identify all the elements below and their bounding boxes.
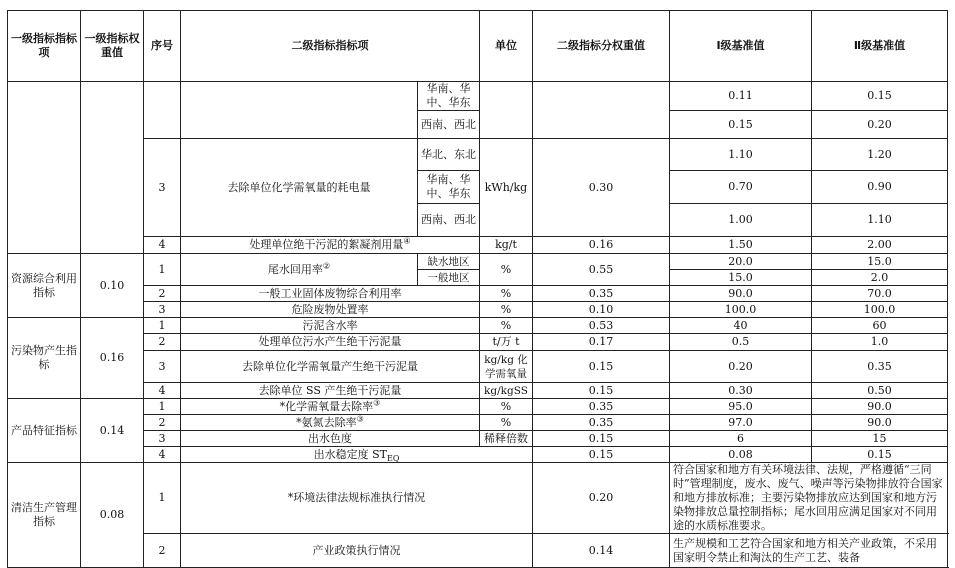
category-cell-continued — [8, 82, 81, 254]
indicator-cell — [181, 399, 480, 415]
table-row — [8, 383, 948, 399]
table-row — [8, 463, 948, 534]
indicator-cell: 处理单位污水产生绝干污泥量 — [181, 334, 480, 351]
serial-cell: 3 — [144, 302, 181, 318]
weight-cell: 0.35 — [533, 415, 670, 431]
serial-cell: 2 — [144, 286, 181, 302]
table-row — [8, 431, 948, 447]
serial-cell: 4 — [144, 383, 181, 399]
grade2-value: 1.10 — [812, 204, 948, 237]
serial-cell: 2 — [144, 334, 181, 351]
weight-cell: 0.15 — [533, 351, 670, 383]
grade2-value: 90.0 — [812, 399, 948, 415]
serial-cell: 1 — [144, 399, 181, 415]
serial-cell: 2 — [144, 415, 181, 431]
grade2-value: 0.20 — [812, 111, 948, 139]
table-row — [8, 237, 948, 254]
grade2-value: 15 — [812, 431, 948, 447]
grade2-value: 60 — [812, 318, 948, 334]
grade1-value: 0.15 — [670, 111, 812, 139]
table-row — [8, 534, 948, 568]
weight-cell: 0.17 — [533, 334, 670, 351]
grade2-value: 2.0 — [812, 270, 948, 286]
grade1-value: 0.5 — [670, 334, 812, 351]
grade1-value: 20.0 — [670, 254, 812, 270]
weight-cell: 0.16 — [533, 237, 670, 254]
indicator-cell: *环境法律法规标准执行情况 — [181, 463, 533, 534]
indicator-cell: 去除单位化学需氧量产生绝干污泥量 — [181, 351, 480, 383]
table-row — [8, 302, 948, 318]
weight-cell: 0.35 — [533, 286, 670, 302]
weight-cell: 0.15 — [533, 447, 670, 463]
weight-cell: 0.53 — [533, 318, 670, 334]
category-cell: 清洁生产管理指标 — [8, 463, 81, 568]
indicator-label: 出水稳定度 ST — [313, 447, 387, 461]
weight-cell: 0.15 — [533, 383, 670, 399]
category-weight-cell: 0.14 — [81, 399, 144, 463]
grade2-value: 1.0 — [812, 334, 948, 351]
serial-cell: 1 — [144, 254, 181, 286]
grade2-value: 70.0 — [812, 286, 948, 302]
indicator-cell — [181, 254, 418, 286]
weight-cell — [533, 82, 670, 139]
subscript-mark: EQ — [386, 453, 400, 463]
serial-cell: 3 — [144, 351, 181, 383]
requirement-text: 符合国家和地方有关环境法律、法规，严格遵循“三同时”管理制度，废水、废气、噪声等污染物排放符合国家和地方排放标准；主要污染物排放应达到国家和地方污染物排放总量控制指标；尾水回用应满足国家对不同用途的水质标准要求。 — [670, 463, 948, 534]
indicator-cell: 去除单位化学需氧量的耗电量 — [181, 139, 418, 237]
category-cell: 产品特征指标 — [8, 399, 81, 463]
unit-cell: % — [480, 254, 533, 286]
table-row — [8, 139, 948, 171]
header-level2-weight: 二级指标分权重值 — [533, 11, 670, 82]
indicator-label: *化学需氧量去除率 — [279, 399, 374, 413]
serial-cell: 4 — [144, 237, 181, 254]
grade2-value: 0.35 — [812, 351, 948, 383]
unit-cell: % — [480, 286, 533, 302]
grade2-value: 15.0 — [812, 254, 948, 270]
footnote-mark: ③ — [356, 414, 364, 423]
weight-cell: 0.30 — [533, 139, 670, 237]
weight-cell: 0.55 — [533, 254, 670, 286]
grade1-value: 97.0 — [670, 415, 812, 431]
indicator-cell — [181, 415, 480, 431]
indicator-cell: 出水色度 — [181, 431, 480, 447]
header-grade1: Ⅰ级基准值 — [670, 11, 812, 82]
serial-cell: 1 — [144, 463, 181, 534]
grade1-value: 0.11 — [670, 82, 812, 111]
unit-cell: % — [480, 415, 533, 431]
grade1-value: 95.0 — [670, 399, 812, 415]
weight-cell: 0.35 — [533, 399, 670, 415]
weight-cell: 0.15 — [533, 431, 670, 447]
grade2-value: 0.15 — [812, 447, 948, 463]
indicator-cell — [181, 82, 418, 139]
grade1-value: 40 — [670, 318, 812, 334]
unit-cell: % — [480, 318, 533, 334]
weight-cell: 0.10 — [533, 302, 670, 318]
footnote-mark: ④ — [403, 236, 411, 246]
unit-cell: % — [480, 302, 533, 318]
weight-cell: 0.20 — [533, 463, 670, 534]
category-cell: 资源综合利用指标 — [8, 254, 81, 318]
footnote-mark: ③ — [373, 398, 381, 407]
unit-cell: % — [480, 399, 533, 415]
indicator-label: 尾水回用率 — [267, 262, 323, 276]
grade1-value: 0.30 — [670, 383, 812, 399]
grade2-value: 90.0 — [812, 415, 948, 431]
grade2-value: 0.15 — [812, 82, 948, 111]
unit-cell: 稀释倍数 — [480, 431, 533, 447]
region-cell: 华北、东北 — [418, 139, 480, 171]
grade2-value: 0.90 — [812, 171, 948, 204]
indicator-cell: 污泥含水率 — [181, 318, 480, 334]
grade1-value: 100.0 — [670, 302, 812, 318]
serial-cell: 2 — [144, 534, 181, 568]
header-level1-item: 一级指标指标项 — [8, 11, 81, 82]
category-weight-cell: 0.16 — [81, 318, 144, 399]
indicator-label: *氨氮去除率 — [296, 415, 357, 429]
grade2-value: 2.00 — [812, 237, 948, 254]
indicator-cell: 产业政策执行情况 — [181, 534, 533, 568]
grade2-value: 0.50 — [812, 383, 948, 399]
grade1-value: 1.50 — [670, 237, 812, 254]
unit-cell: kg/kg 化学需氧量 — [480, 351, 533, 383]
table-row — [8, 334, 948, 351]
region-cell: 西南、西北 — [418, 111, 480, 139]
region-cell: 缺水地区 — [418, 254, 480, 270]
header-row — [8, 11, 948, 82]
grade1-value: 0.70 — [670, 171, 812, 204]
table-row — [8, 415, 948, 431]
grade1-value: 6 — [670, 431, 812, 447]
serial-cell: 3 — [144, 139, 181, 237]
grade2-value: 1.20 — [812, 139, 948, 171]
region-cell: 一般地区 — [418, 270, 480, 286]
serial-cell — [144, 82, 181, 139]
cleaner-production-indicator-table — [7, 10, 948, 568]
indicator-cell: 危险废物处置率 — [181, 302, 480, 318]
unit-cell — [480, 82, 533, 139]
header-level1-weight: 一级指标权重值 — [81, 11, 144, 82]
table-row — [8, 286, 948, 302]
header-grade2: Ⅱ级基准值 — [812, 11, 948, 82]
table-row — [8, 399, 948, 415]
header-level2-item: 二级指标指标项 — [181, 11, 480, 82]
unit-cell: kg/kgSS — [480, 383, 533, 399]
indicator-cell — [181, 237, 480, 254]
category-weight-cell-continued — [81, 82, 144, 254]
category-cell: 污染物产生指标 — [8, 318, 81, 399]
requirement-text: 生产规模和工艺符合国家和地方相关产业政策，不采用国家明令禁止和淘汰的生产工艺、装备 — [670, 534, 948, 568]
indicator-label: 处理单位绝干污泥的絮凝剂用量 — [249, 238, 404, 251]
table-row — [8, 82, 948, 111]
indicator-cell: 一般工业固体废物综合利用率 — [181, 286, 480, 302]
category-weight-cell: 0.10 — [81, 254, 144, 318]
table-row — [8, 254, 948, 270]
table-row — [8, 351, 948, 383]
table-row — [8, 318, 948, 334]
region-cell: 华南、华中、华东 — [418, 171, 480, 204]
unit-cell: kWh/kg — [480, 139, 533, 237]
unit-cell: t/万 t — [480, 334, 533, 351]
serial-cell: 1 — [144, 318, 181, 334]
category-weight-cell: 0.08 — [81, 463, 144, 568]
standards-table-wrapper — [7, 10, 947, 568]
header-unit: 单位 — [480, 11, 533, 82]
header-serial: 序号 — [144, 11, 181, 82]
grade1-value: 15.0 — [670, 270, 812, 286]
region-cell: 西南、西北 — [418, 204, 480, 237]
grade1-value: 0.20 — [670, 351, 812, 383]
indicator-cell — [181, 447, 533, 463]
footnote-mark: ② — [322, 260, 331, 270]
indicator-cell: 去除单位 SS 产生绝干污泥量 — [181, 383, 480, 399]
grade1-value: 90.0 — [670, 286, 812, 302]
region-cell: 华南、华中、华东 — [418, 82, 480, 111]
grade1-value: 0.08 — [670, 447, 812, 463]
serial-cell: 4 — [144, 447, 181, 463]
unit-cell: kg/t — [480, 237, 533, 254]
serial-cell: 3 — [144, 431, 181, 447]
grade1-value: 1.10 — [670, 139, 812, 171]
weight-cell: 0.14 — [533, 534, 670, 568]
table-row — [8, 447, 948, 463]
grade2-value: 100.0 — [812, 302, 948, 318]
grade1-value: 1.00 — [670, 204, 812, 237]
